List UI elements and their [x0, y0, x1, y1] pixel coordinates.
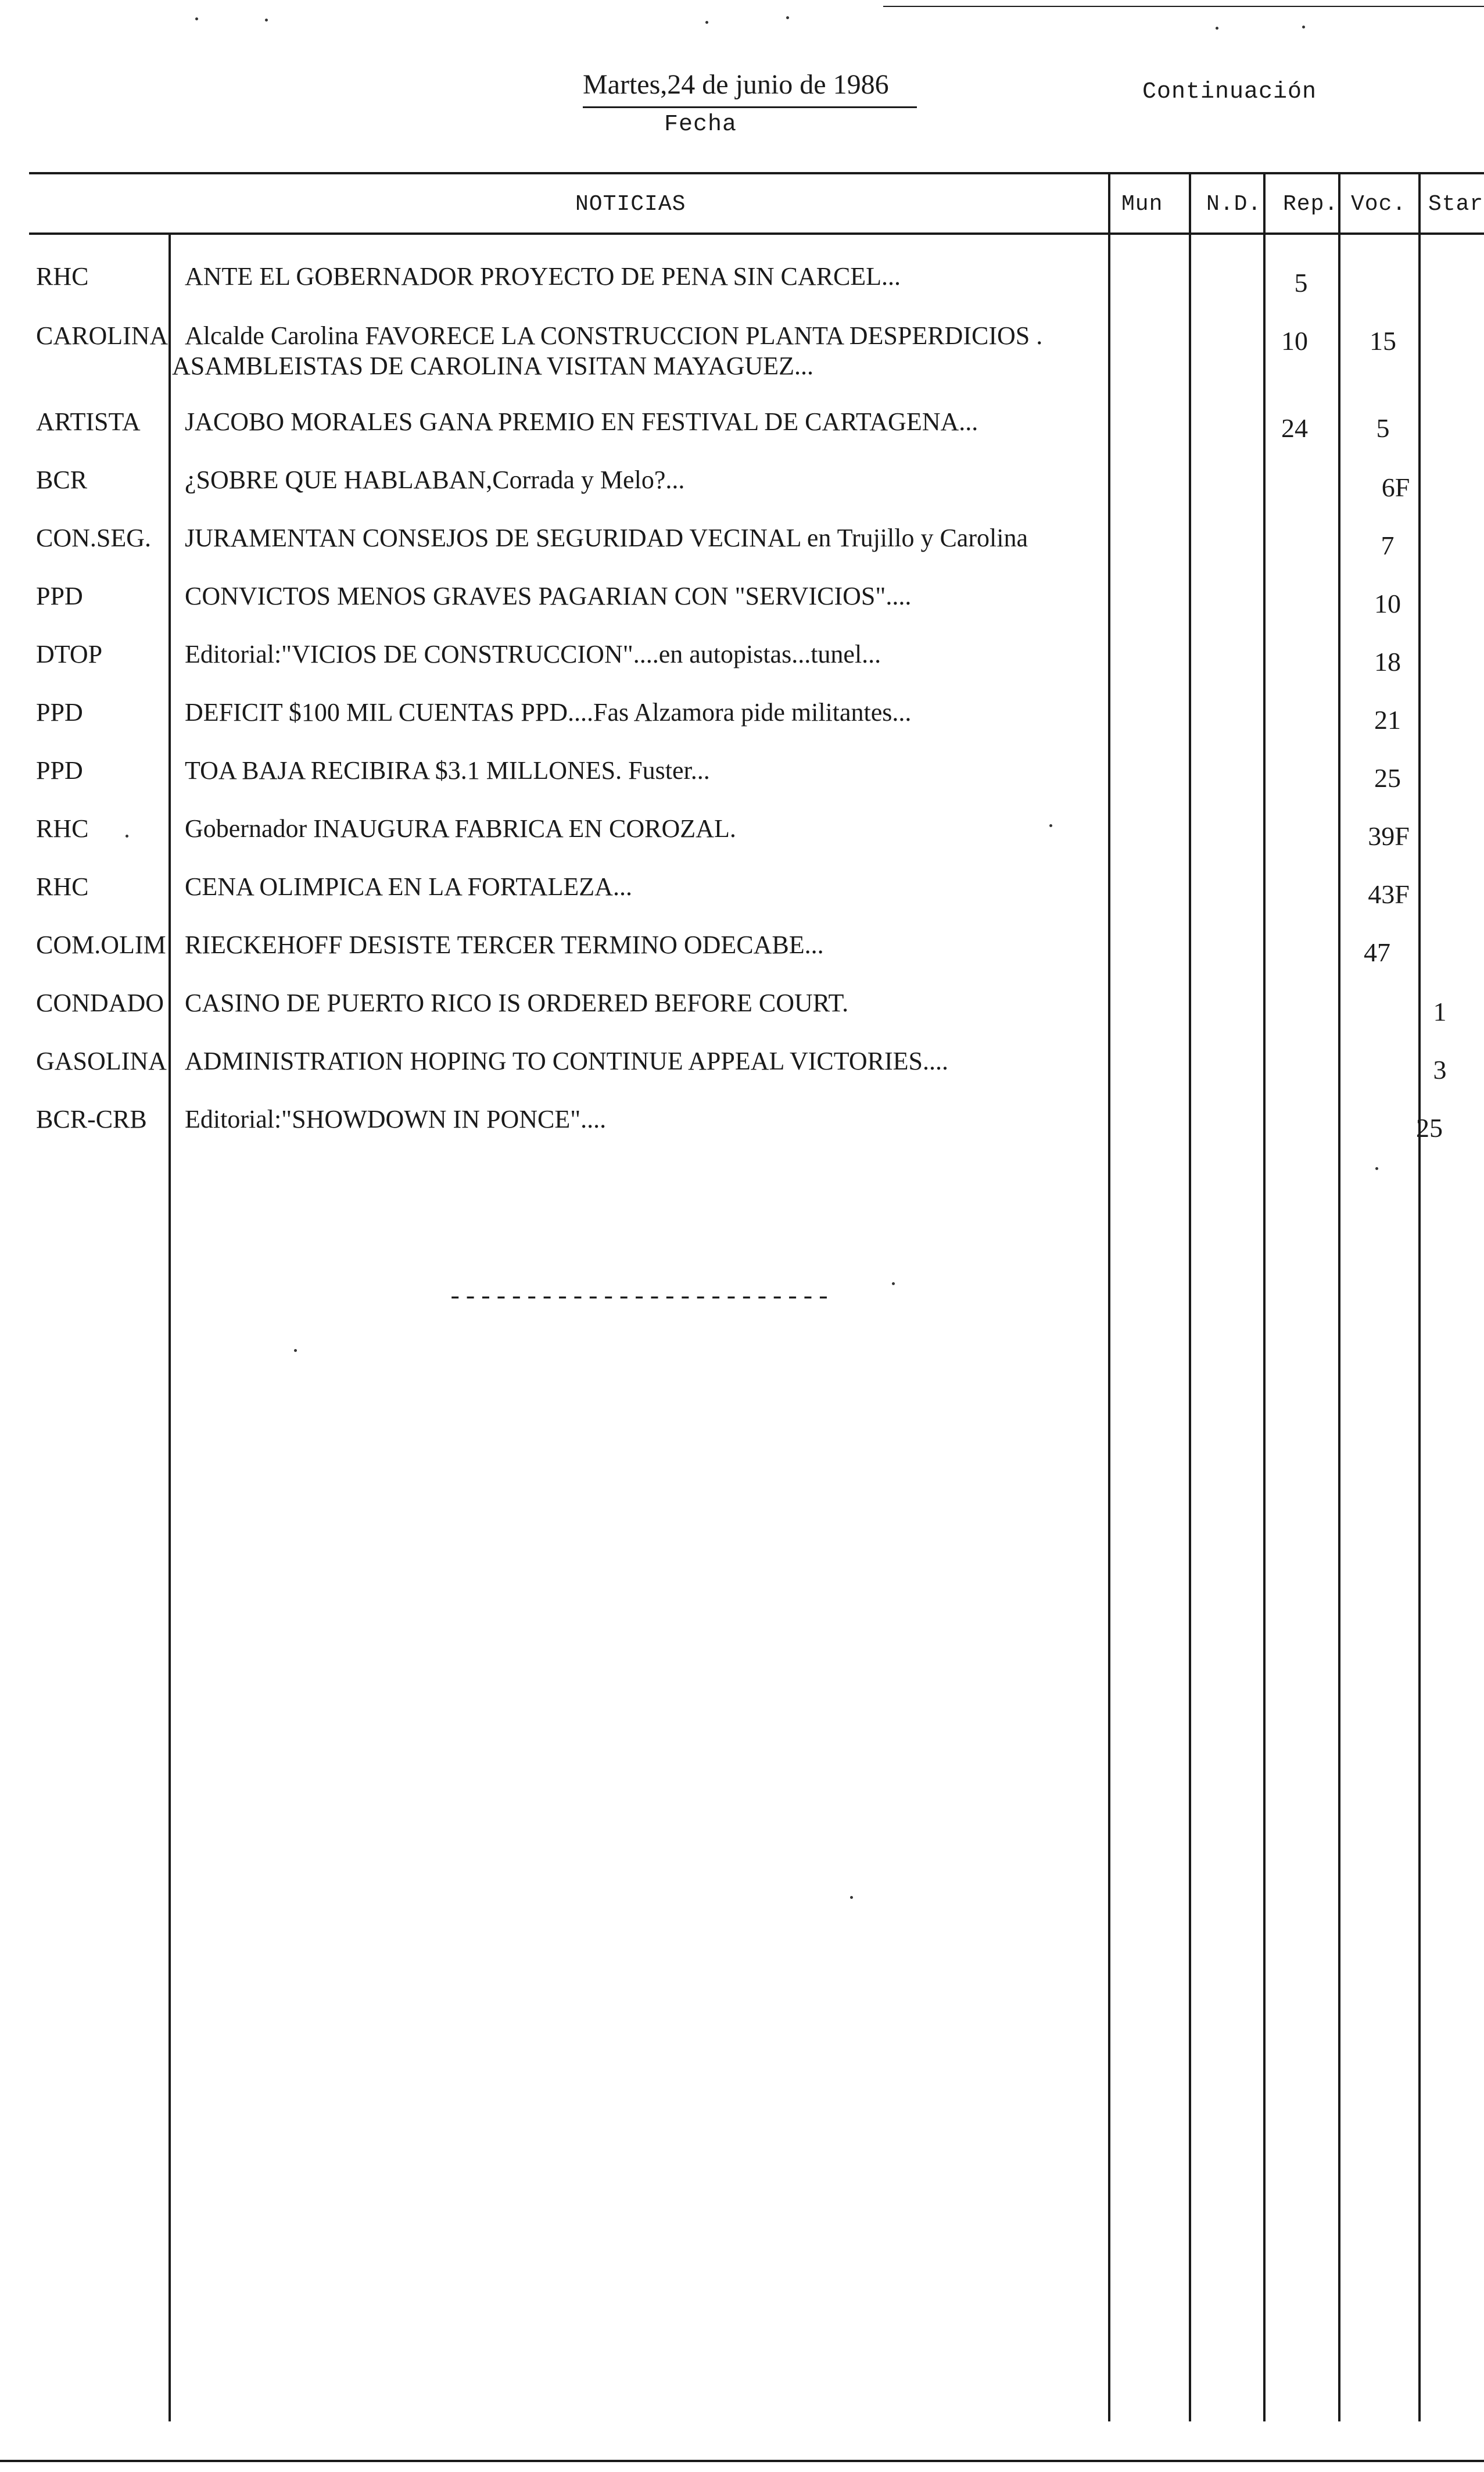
row-headline: Gobernador INAUGURA FABRICA EN COROZAL. — [185, 814, 736, 843]
row-star-value: 25 — [1416, 1113, 1443, 1143]
header-noticias: NOTICIAS — [575, 192, 686, 217]
row-headline: RIECKEHOFF DESISTE TERCER TERMINO ODECABE... — [185, 931, 824, 959]
row-headline: Editorial:"SHOWDOWN IN PONCE".... — [185, 1105, 607, 1133]
scan-speck — [1216, 27, 1218, 30]
header-nd: N.D. — [1206, 192, 1262, 217]
row-headline: Editorial:"VICIOS DE CONSTRUCCION"....en autopistas...tunel... — [185, 640, 881, 668]
scan-speck — [195, 17, 198, 20]
table-top-rule — [29, 172, 1484, 174]
table-bottom-rule — [0, 2460, 1484, 2462]
row-headline: CENA OLIMPICA EN LA FORTALEZA... — [185, 872, 632, 901]
row-voc-value: 18 — [1374, 647, 1401, 677]
row-voc-value: 15 — [1370, 326, 1396, 356]
header-star: Star — [1428, 192, 1484, 217]
report-date: Martes,24 de junio de 1986 — [583, 69, 889, 100]
scan-speck — [1302, 26, 1305, 28]
scan-speck — [294, 1349, 297, 1352]
row-code: PPD — [36, 698, 83, 727]
continuation-label: Continuación — [1142, 79, 1317, 105]
row-voc-value: 47 — [1364, 938, 1390, 967]
row-voc-value: 6F — [1381, 473, 1410, 502]
row-star-value: 1 — [1433, 997, 1447, 1026]
row-headline: CASINO DE PUERTO RICO IS ORDERED BEFORE COURT. — [185, 989, 849, 1017]
row-rep-value: 5 — [1294, 268, 1308, 298]
row-rep-value: 24 — [1281, 413, 1308, 443]
row-code: PPD — [36, 756, 83, 785]
row-rep-value: 10 — [1281, 326, 1308, 356]
row-code: COM.OLIM — [36, 931, 166, 959]
header-voc: Voc. — [1351, 192, 1407, 217]
col-divider-mun — [1108, 173, 1110, 2421]
row-voc-value: 5 — [1376, 413, 1390, 443]
row-headline: Alcalde Carolina FAVORECE LA CONSTRUCCION PLANTA DESPERDICIOS . — [185, 321, 1043, 350]
col-divider-voc — [1338, 173, 1340, 2421]
end-of-list-marker: ------------------------- — [447, 1283, 831, 1312]
scan-speck — [892, 1282, 895, 1285]
top-rule — [883, 6, 1484, 7]
row-code: CAROLINA — [36, 321, 169, 350]
scan-speck — [705, 21, 708, 24]
row-code: CONDADO — [36, 989, 164, 1017]
row-headline: CONVICTOS MENOS GRAVES PAGARIAN CON "SERVICIOS".... — [185, 582, 912, 610]
scan-speck — [786, 16, 789, 19]
row-headline: ANTE EL GOBERNADOR PROYECTO DE PENA SIN CARCEL... — [185, 262, 901, 291]
row-code: BCR — [36, 466, 88, 494]
row-code: ARTISTA — [36, 407, 141, 436]
row-headline: ADMINISTRATION HOPING TO CONTINUE APPEAL VICTORIES.... — [185, 1047, 948, 1075]
date-caption: Fecha — [664, 112, 737, 138]
row-headline: ¿SOBRE QUE HABLABAN,Corrada y Melo?... — [185, 466, 685, 494]
row-code: DTOP — [36, 640, 103, 668]
row-voc-value: 7 — [1381, 531, 1395, 560]
row-code: RHC — [36, 872, 89, 901]
scan-speck — [850, 1896, 853, 1899]
row-code: BCR-CRB — [36, 1105, 147, 1133]
col-divider-rep — [1263, 173, 1266, 2421]
table-header-rule — [29, 232, 1484, 235]
date-underline — [583, 106, 917, 108]
header-rep: Rep. — [1283, 192, 1339, 217]
row-headline-line2: ASAMBLEISTAS DE CAROLINA VISITAN MAYAGUEZ... — [172, 352, 814, 380]
row-voc-value: 10 — [1374, 589, 1401, 618]
row-voc-value: 39F — [1368, 821, 1410, 851]
scan-speck — [1375, 1167, 1378, 1170]
row-code: GASOLINA — [36, 1047, 167, 1075]
col-divider-star — [1418, 173, 1421, 2421]
col-divider-nd — [1189, 173, 1191, 2421]
row-voc-value: 25 — [1374, 763, 1401, 793]
row-voc-value: 43F — [1368, 879, 1410, 909]
row-code: RHC — [36, 814, 89, 843]
row-headline: TOA BAJA RECIBIRA $3.1 MILLONES. Fuster... — [185, 756, 710, 785]
row-code: CON.SEG. — [36, 524, 152, 552]
scan-speck — [1049, 824, 1052, 827]
row-code: PPD — [36, 582, 83, 610]
row-voc-value: 21 — [1374, 705, 1401, 735]
scan-speck — [126, 835, 128, 838]
row-headline: JURAMENTAN CONSEJOS DE SEGURIDAD VECINAL en Trujillo y Carolina — [185, 524, 1028, 552]
col-divider-code — [169, 235, 171, 2421]
row-star-value: 3 — [1433, 1055, 1447, 1085]
row-code: RHC — [36, 262, 89, 291]
header-mun: Mun — [1121, 192, 1163, 217]
row-headline: JACOBO MORALES GANA PREMIO EN FESTIVAL DE CARTAGENA... — [185, 407, 978, 436]
scan-speck — [265, 19, 268, 22]
row-headline: DEFICIT $100 MIL CUENTAS PPD....Fas Alzamora pide militantes... — [185, 698, 912, 727]
